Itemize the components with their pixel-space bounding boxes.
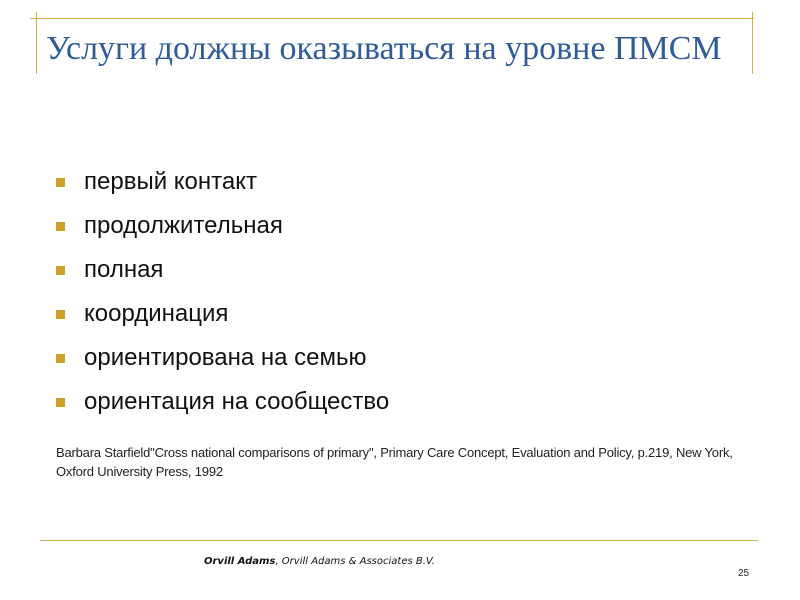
citation-text: Barbara Starfield"Cross national comparisons of primary", Primary Care Concept, Evaluation and Policy, p.219, New York, Oxford University Press, 1992 (56, 445, 733, 479)
bullet-item (56, 380, 389, 424)
bullet-item (56, 292, 389, 336)
square-bullet-icon (56, 222, 65, 231)
bullet-text: полная (84, 256, 164, 283)
page-number: 25 (738, 568, 750, 579)
slide-title: Услуги должны оказываться на уровне ПМСМ (46, 30, 722, 67)
square-bullet-icon (56, 354, 65, 363)
footer-organization: , Orvill Adams & Associates B.V. (275, 556, 435, 567)
square-bullet-icon (56, 266, 65, 275)
square-bullet-icon (56, 398, 65, 407)
bullet-text: первый контакт (84, 168, 257, 195)
bullet-text: ориентирована на семью (84, 344, 367, 371)
title-frame-top-line (30, 18, 754, 19)
bullet-text: ориентация на сообщество (84, 388, 390, 415)
square-bullet-icon (56, 178, 65, 187)
title-frame-right-line (752, 12, 753, 74)
bullet-text: продолжительная (84, 212, 283, 239)
bullet-text: координация (84, 300, 229, 327)
bullet-item (56, 336, 389, 380)
footer-author: Orvill Adams (204, 556, 276, 567)
bullet-list (56, 160, 389, 424)
bullet-item (56, 160, 389, 204)
bullet-item (56, 248, 389, 292)
footer-credit (204, 556, 435, 567)
title-frame-left-line (36, 12, 37, 74)
bullet-item (56, 204, 389, 248)
footer-divider (40, 540, 758, 541)
square-bullet-icon (56, 310, 65, 319)
